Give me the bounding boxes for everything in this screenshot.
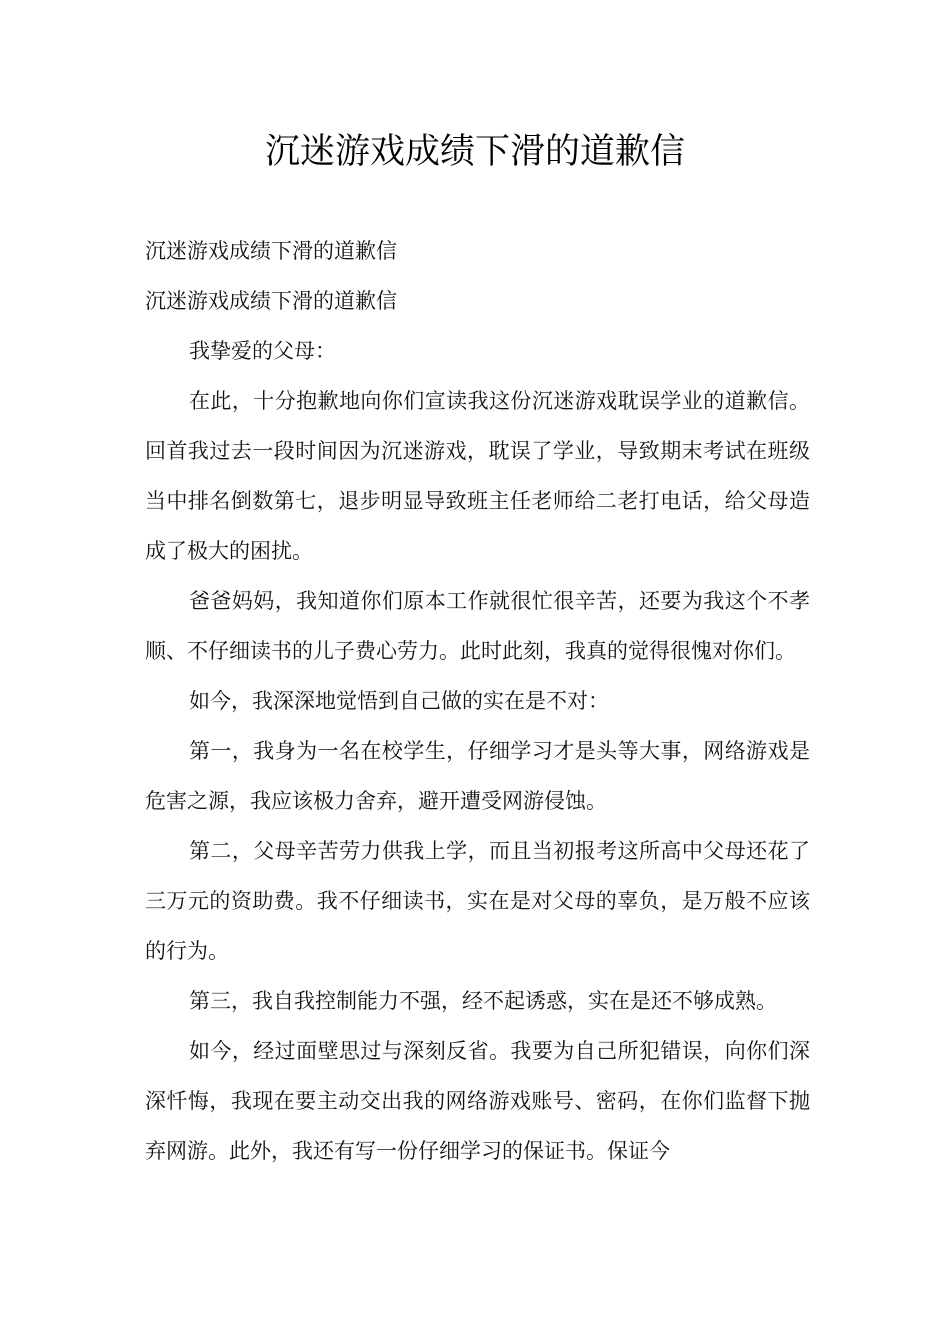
document-title: 沉迷游戏成绩下滑的道歉信	[264, 132, 685, 172]
paragraph: 第二，父母辛苦劳力供我上学，而且当初报考这所高中父母还花了三万元的资助费。我不仔细读书，实在是对父母的辜负，是万般不应该的行为。	[145, 839, 810, 963]
paragraph: 第一，我身为一名在校学生，仔细学习才是头等大事，网络游戏是危害之源，我应该极力舍弃，避开遭受网游侵蚀。	[145, 739, 810, 813]
paragraph: 爸爸妈妈，我知道你们原本工作就很忙很辛苦，还要为我这个不孝顺、不仔细读书的儿子费心劳力。此时此刻，我真的觉得很愧对你们。	[145, 589, 810, 663]
paragraph: 第三，我自我控制能力不强，经不起诱惑，实在是还不够成熟。	[189, 989, 777, 1013]
salutation: 我挚爱的父母：	[189, 339, 336, 363]
paragraph: 如今，我深深地觉悟到自己做的实在是不对：	[189, 689, 609, 713]
paragraph: 如今，经过面壁思过与深刻反省。我要为自己所犯错误，向你们深深忏悔，我现在要主动交出我的网络游戏账号、密码，在你们监督下抛弃网游。此外，我还有写一份仔细学习的保证书。保证今	[145, 1039, 810, 1163]
document-body	[145, 226, 810, 1176]
paragraph: 沉迷游戏成绩下滑的道歉信	[145, 239, 397, 263]
paragraph: 在此，十分抱歉地向你们宣读我这份沉迷游戏耽误学业的道歉信。回首我过去一段时间因为沉迷游戏，耽误了学业，导致期末考试在班级当中排名倒数第七，退步明显导致班主任老师给二老打电话，给父母造成了极大的困扰。	[145, 389, 810, 563]
paragraph: 沉迷游戏成绩下滑的道歉信	[145, 289, 397, 313]
